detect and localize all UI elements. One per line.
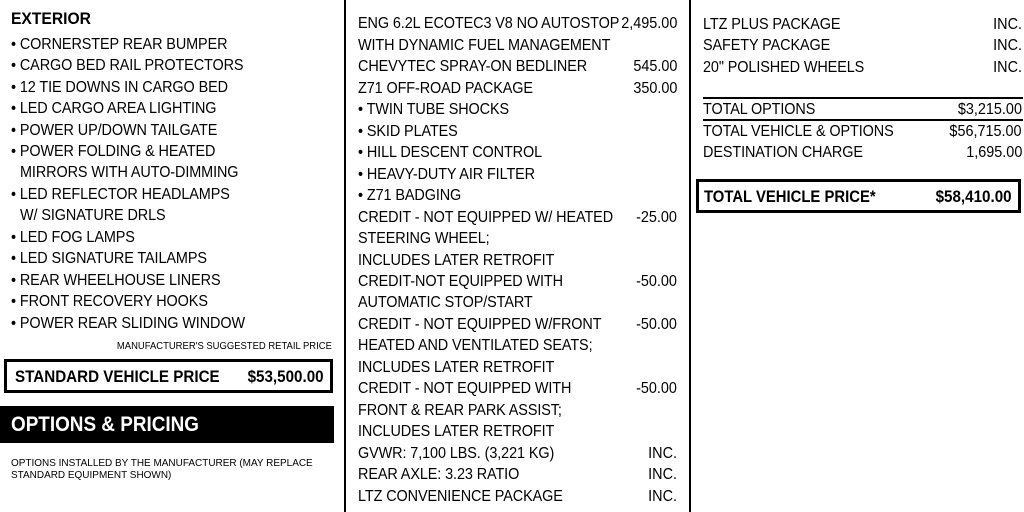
exterior-item: • LED REFLECTOR HEADLAMPS [11,186,230,203]
exterior-item: • FRONT RECOVERY HOOKS [11,293,208,310]
option-text: CREDIT - NOT EQUIPPED W/FRONT [358,316,602,333]
total-vehicle-options-value: $56,715.00 [949,123,1022,140]
exterior-item: • LED FOG LAMPS [11,229,135,246]
option-price: -50.00 [636,316,677,333]
option-text: CREDIT-NOT EQUIPPED WITH [358,273,563,290]
option-text: REAR AXLE: 3.23 RATIO [358,466,520,483]
option-text: AUTOMATIC STOP/START [358,294,533,311]
option-price: INC. [648,445,677,462]
exterior-item-continued: W/ SIGNATURE DRLS [20,207,166,224]
option-text: • HEAVY-DUTY AIR FILTER [358,166,536,183]
exterior-item: • 12 TIE DOWNS IN CARGO BED [11,79,228,96]
option-price: -50.00 [636,273,677,290]
package-text: 20" POLISHED WHEELS [703,59,865,76]
option-price: INC. [648,488,677,505]
option-text: INCLUDES LATER RETROFIT [358,252,555,269]
total-vehicle-price-label: TOTAL VEHICLE PRICE* [704,188,876,206]
standard-price-box [4,359,333,393]
option-text: • HILL DESCENT CONTROL [358,144,543,161]
options-note: OPTIONS INSTALLED BY THE MANUFACTURER (MAY REPLACE STANDARD EQUIPMENT SHOWN) [11,457,313,481]
option-text: HEATED AND VENTILATED SEATS; [358,337,593,354]
option-price: INC. [648,466,677,483]
exterior-heading: EXTERIOR [11,9,91,28]
package-price: INC. [993,59,1022,76]
option-price: 2,495.00 [620,15,677,32]
msrp-note: MANUFACTURER'S SUGGESTED RETAIL PRICE [117,340,332,352]
option-text: • SKID PLATES [358,123,458,140]
option-text: INCLUDES LATER RETROFIT [358,423,555,440]
total-options-label: TOTAL OPTIONS [703,101,816,118]
destination-charge-value: 1,695.00 [965,144,1022,161]
standard-price-label: STANDARD VEHICLE PRICE [15,368,220,386]
exterior-item: • POWER REAR SLIDING WINDOW [11,315,245,332]
package-price: INC. [993,37,1022,54]
option-price: -50.00 [636,380,677,397]
exterior-item: • POWER UP/DOWN TAILGATE [11,122,218,139]
option-text: CHEVYTEC SPRAY-ON BEDLINER [358,58,588,75]
package-price: INC. [993,16,1022,33]
option-text: STEERING WHEEL; [358,230,490,247]
option-text: ENG 6.2L ECOTEC3 V8 NO AUTOSTOP [358,15,620,32]
option-price: 350.00 [632,80,677,97]
exterior-item: • CORNERSTEP REAR BUMPER [11,36,228,53]
option-text: • TWIN TUBE SHOCKS [358,101,510,118]
options-header-bar [0,406,334,443]
exterior-column [0,0,345,512]
exterior-item: • REAR WHEELHOUSE LINERS [11,272,221,289]
option-text: WITH DYNAMIC FUEL MANAGEMENT [358,37,611,54]
totals-column [691,0,1024,512]
total-vehicle-price-value: $58,410.00 [936,188,1012,206]
options-column [346,0,690,512]
option-price: 545.00 [632,58,677,75]
option-text: GVWR: 7,100 LBS. (3,221 KG) [358,445,555,462]
package-text: LTZ PLUS PACKAGE [703,16,841,33]
option-text: Z71 OFF-ROAD PACKAGE [358,80,533,97]
total-vehicle-price-box [696,179,1021,213]
exterior-item: • POWER FOLDING & HEATED [11,143,216,160]
option-text: CREDIT - NOT EQUIPPED WITH [358,380,572,397]
total-options-value: $3,215.00 [957,101,1022,118]
standard-price-value: $53,500.00 [248,368,324,386]
exterior-item: • LED CARGO AREA LIGHTING [11,100,217,117]
destination-charge-label: DESTINATION CHARGE [703,144,863,161]
total-vehicle-options-label: TOTAL VEHICLE & OPTIONS [703,123,894,140]
exterior-item: • CARGO BED RAIL PROTECTORS [11,57,244,74]
option-text: FRONT & REAR PARK ASSIST; [358,402,562,419]
exterior-item: • LED SIGNATURE TAILAMPS [11,250,207,267]
package-text: SAFETY PACKAGE [703,37,831,54]
option-text: CREDIT - NOT EQUIPPED W/ HEATED [358,209,614,226]
option-price: -25.00 [636,209,677,226]
option-text: LTZ CONVENIENCE PACKAGE [358,488,563,505]
option-text: • Z71 BADGING [358,187,462,204]
exterior-item-continued: MIRRORS WITH AUTO-DIMMING [20,164,239,181]
option-text: INCLUDES LATER RETROFIT [358,359,555,376]
options-header: OPTIONS & PRICING [11,413,199,436]
